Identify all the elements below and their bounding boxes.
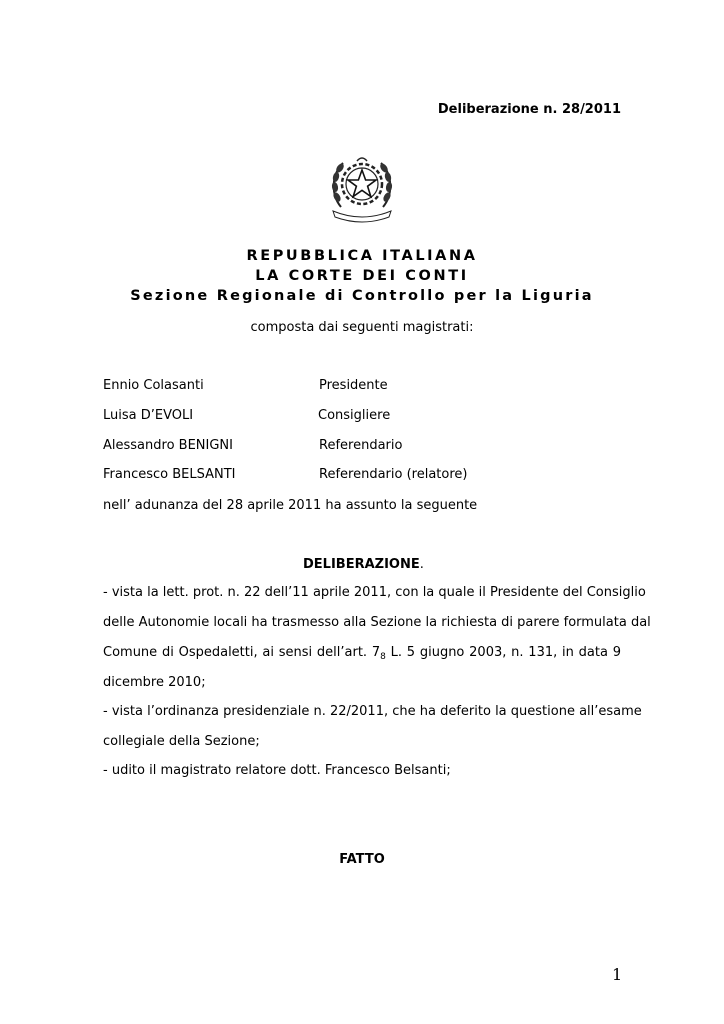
- page-number: 1: [612, 965, 623, 984]
- member-role: Consigliere: [318, 408, 391, 423]
- italian-republic-emblem-icon: [329, 149, 395, 225]
- subscript: 8: [380, 652, 386, 662]
- deliberation-title-punct: .: [419, 557, 424, 572]
- member-name: Luisa D’EVOLI: [103, 408, 194, 423]
- deliberation-title-text: DELIBERAZIONE: [303, 557, 420, 572]
- body-line: - vista l’ordinanza presidenziale n. 22/2011, che ha deferito la questione all’esame: [103, 704, 642, 719]
- body-line: - vista la lett. prot. n. 22 dell’11 aprile 2011, con la quale il Presidente del Consiglio: [103, 585, 646, 600]
- member-role: Presidente: [319, 378, 388, 393]
- member-role: Referendario (relatore): [319, 467, 468, 482]
- body-line: dicembre 2010;: [103, 675, 206, 690]
- member-name: Francesco BELSANTI: [103, 467, 236, 482]
- deliberation-title: [303, 557, 424, 572]
- body-text: Comune di Ospedaletti, ai sensi dell’art. 7: [103, 645, 381, 660]
- body-line: [103, 645, 621, 662]
- body-line: - udito il magistrato relatore dott. Francesco Belsanti;: [103, 763, 451, 778]
- member-name: Ennio Colasanti: [103, 378, 204, 393]
- body-text: L. 5 giugno 2003, n. 131, in data 9: [385, 645, 621, 660]
- heading-section: Sezione Regionale di Controllo per la Liguria: [130, 288, 594, 304]
- body-line: delle Autonomie locali ha trasmesso alla Sezione la richiesta di parere formulata dal: [103, 615, 651, 630]
- deliberation-number: Deliberazione n. 28/2011: [437, 102, 621, 117]
- section-heading-fatto: FATTO: [339, 852, 385, 867]
- composition-intro: composta dai seguenti magistrati:: [250, 320, 474, 335]
- member-name: Alessandro BENIGNI: [103, 438, 233, 453]
- body-line: collegiale della Sezione;: [103, 734, 260, 749]
- member-role: Referendario: [319, 438, 403, 453]
- heading-republic: REPUBBLICA ITALIANA: [246, 248, 478, 264]
- heading-court: LA CORTE DEI CONTI: [255, 268, 469, 284]
- meeting-line: nell’ adunanza del 28 aprile 2011 ha assunto la seguente: [103, 498, 478, 513]
